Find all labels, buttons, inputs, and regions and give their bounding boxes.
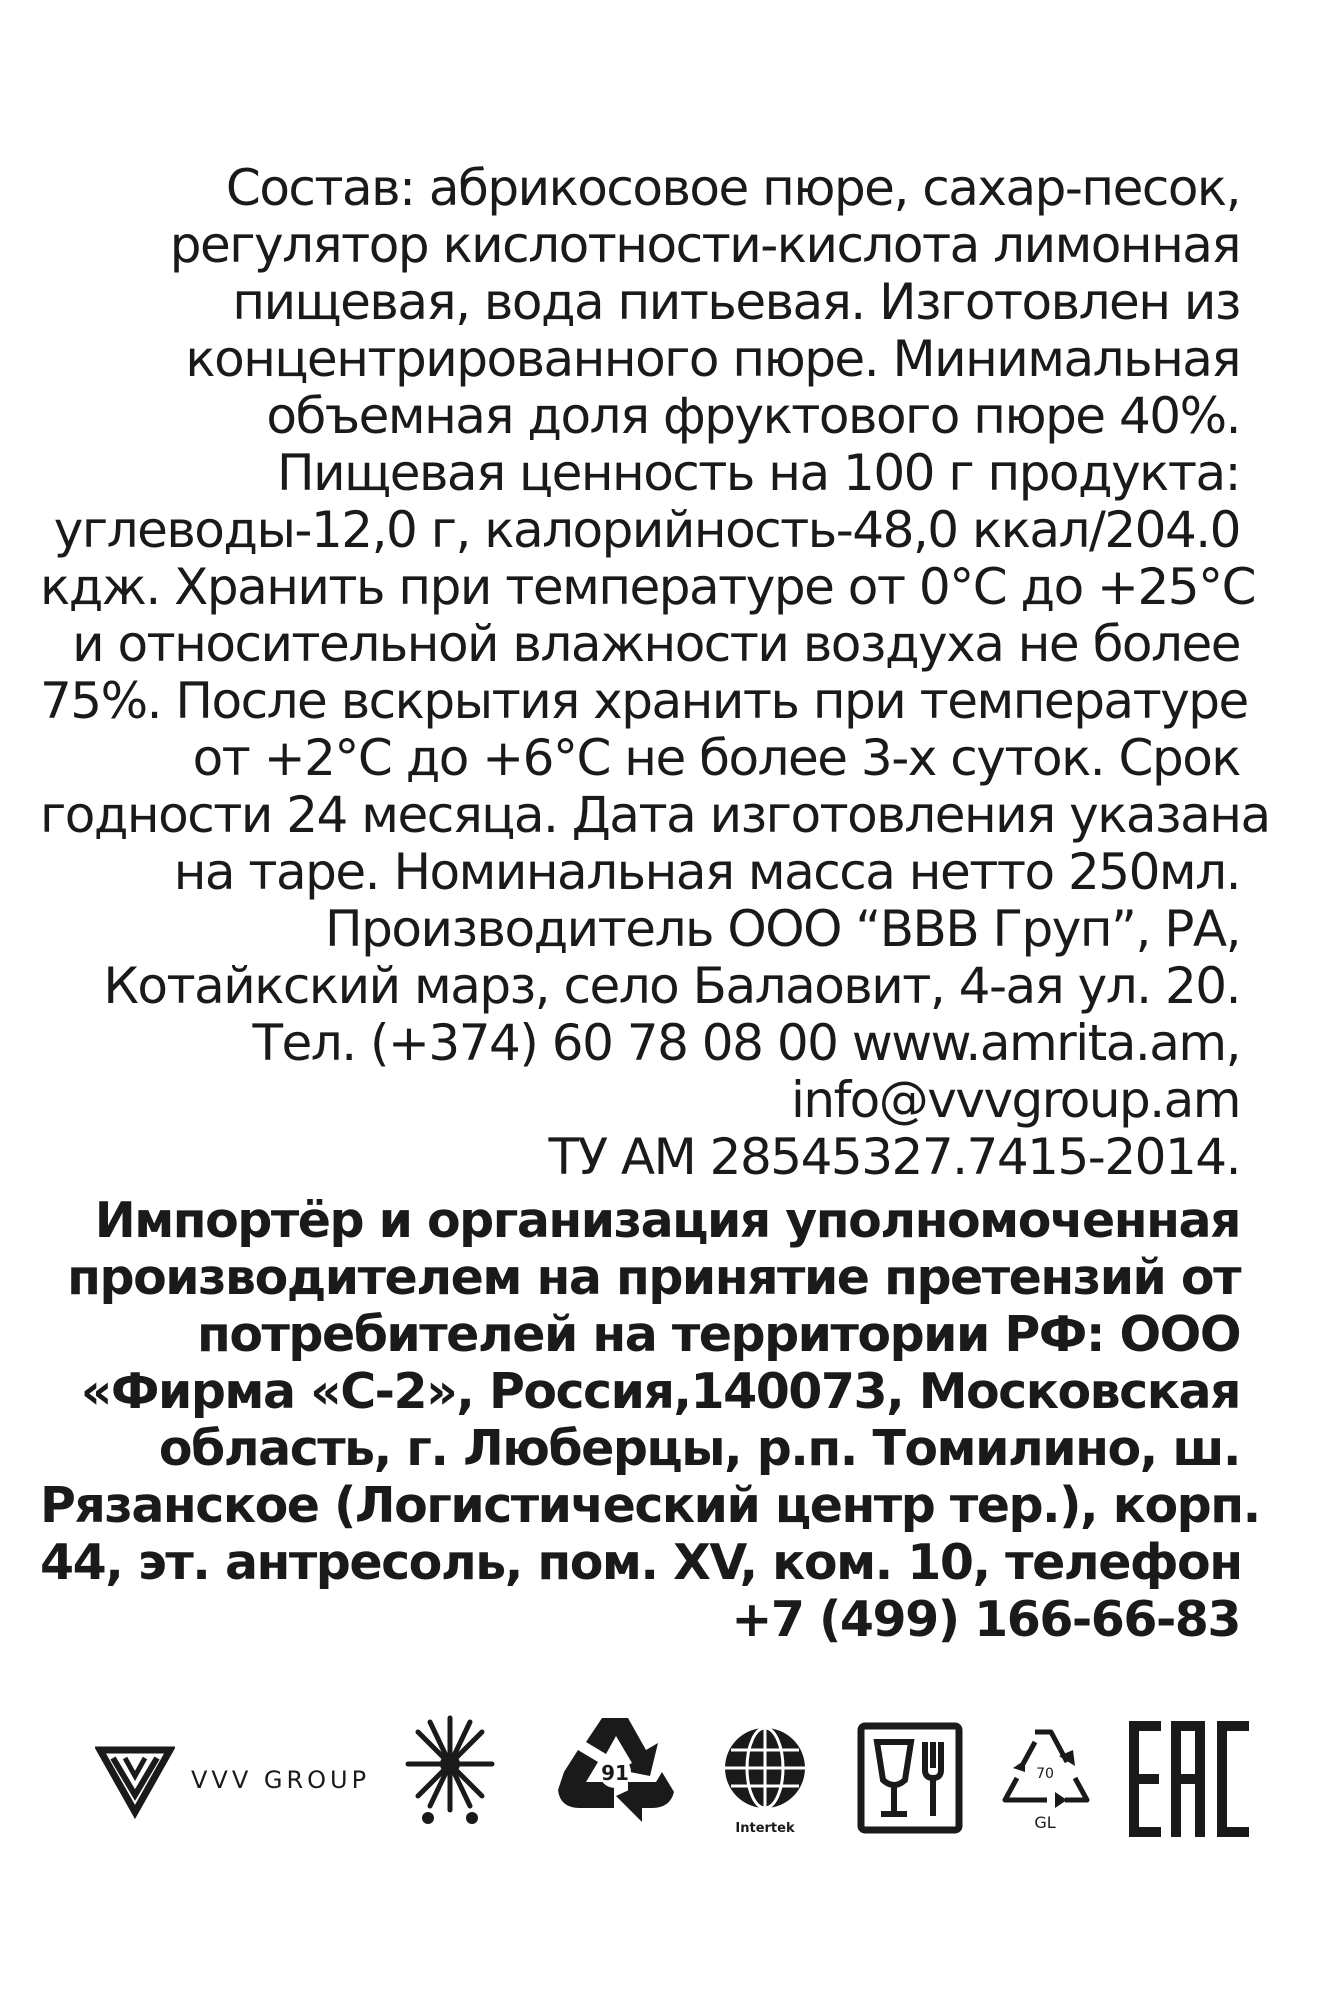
glass-fork-icon bbox=[855, 1720, 965, 1844]
vvv-logo-text: VVV GROUP bbox=[191, 1766, 371, 1794]
manufacturer-contacts-line: Тел. (+374) 60 78 08 00 www.amrita.am, bbox=[252, 1014, 1240, 1072]
product-label bbox=[40, 159, 1270, 1648]
shelf-life-line: годности 24 месяца. Дата изготовления указана bbox=[40, 786, 1270, 844]
glass-recycle-number: 70 bbox=[1036, 1766, 1054, 1782]
importer-line: область, г. Люберцы, р.п. Томилино, ш. bbox=[158, 1420, 1240, 1477]
manufacturer-email-line: info@vvvgroup.am bbox=[791, 1071, 1240, 1129]
net-volume-line: на таре. Номинальная масса нетто 250мл. bbox=[173, 843, 1240, 901]
standard-line: ТУ АМ 28545327.7415-2014. bbox=[548, 1128, 1240, 1186]
eac-mark-icon bbox=[1125, 1715, 1255, 1849]
manufacturer-line: Производитель ООО “ВВВ Груп”, РА, bbox=[325, 900, 1240, 958]
importer-line: 44, эт. антресоль, пом. XV, ком. 10, телефон bbox=[40, 1534, 1242, 1591]
globe-caption: Intertek bbox=[735, 1821, 795, 1836]
storage-line: и относительной влажности воздуха не более bbox=[72, 615, 1240, 673]
importer-text bbox=[40, 1192, 1260, 1648]
nutrition-line: углеводы-12,0 г, калорийность-48,0 ккал/204.0 bbox=[53, 501, 1240, 559]
importer-line: Рязанское (Логистический центр тер.), корп. bbox=[40, 1477, 1260, 1534]
composition-line: объемная доля фруктового пюре 40%. bbox=[266, 387, 1240, 445]
certification-marks bbox=[95, 1700, 1255, 1900]
composition-line: Состав: абрикосовое пюре, сахар-песок, bbox=[225, 159, 1240, 217]
composition-text bbox=[40, 159, 1270, 1186]
storage-line: кдж. Хранить при температуре от 0°C до +25°C bbox=[40, 558, 1255, 616]
recycle-number: 91 bbox=[601, 1761, 629, 1785]
sun-icon bbox=[400, 1710, 500, 1834]
composition-line: пищевая, вода питьевая. Изготовлен из bbox=[232, 273, 1240, 331]
recycle-icon bbox=[550, 1710, 680, 1834]
composition-line: концентрированного пюре. Минимальная bbox=[185, 330, 1240, 388]
importer-line: «Фирма «С-2», Россия,140073, Московская bbox=[80, 1363, 1240, 1420]
importer-line: потребителей на территории РФ: ООО bbox=[196, 1306, 1240, 1363]
importer-line: Импортёр и организация уполномоченная bbox=[94, 1192, 1240, 1249]
storage-line: от +2°C до +6°C не более 3-х суток. Срок bbox=[192, 729, 1240, 787]
nutrition-line: Пищевая ценность на 100 г продукта: bbox=[277, 444, 1240, 502]
vvv-group-logo bbox=[95, 1740, 370, 1820]
composition-line: регулятор кислотности-кислота лимонная bbox=[169, 216, 1240, 274]
manufacturer-address-line: Котайкский марз, село Балаовит, 4-ая ул. 20. bbox=[103, 957, 1240, 1015]
globe-icon bbox=[715, 1720, 815, 1844]
importer-phone-line: +7 (499) 166-66-83 bbox=[731, 1591, 1240, 1648]
glass-recycle-icon bbox=[995, 1720, 1095, 1844]
glass-recycle-code: GL bbox=[1034, 1813, 1056, 1832]
storage-line: 75%. После вскрытия хранить при температуре bbox=[40, 672, 1248, 730]
vvv-logo-icon bbox=[95, 1740, 175, 1820]
importer-line: производителем на принятие претензий от bbox=[67, 1249, 1240, 1306]
